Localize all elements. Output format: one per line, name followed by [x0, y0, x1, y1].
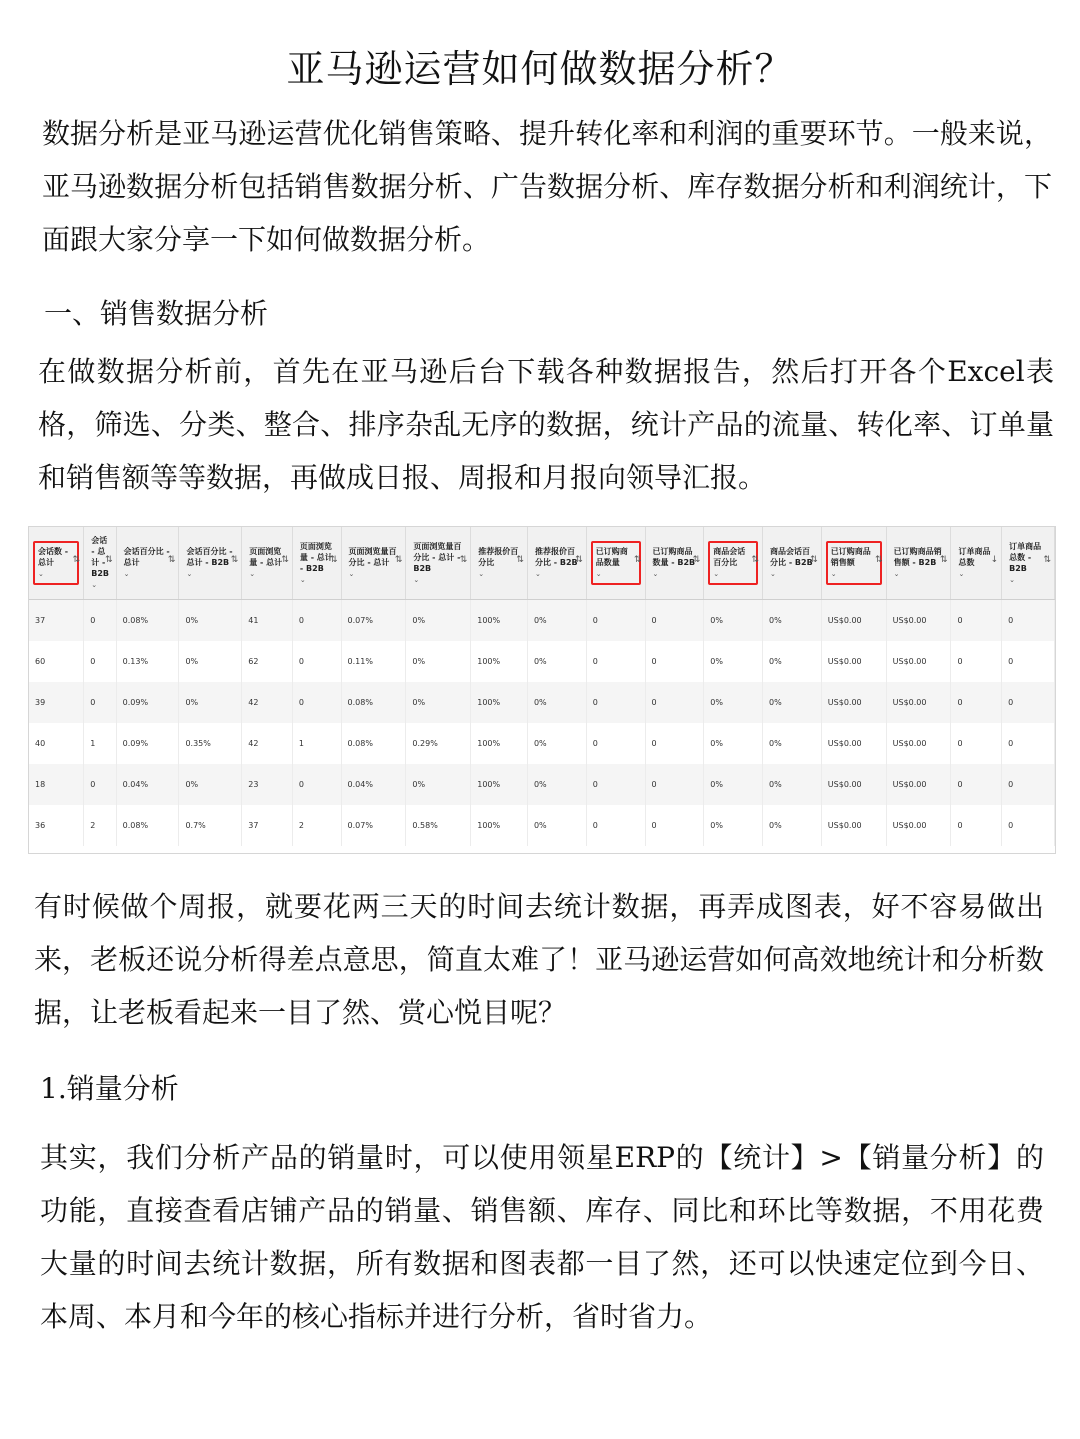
chevron-down-icon[interactable]: ⌄	[652, 570, 659, 578]
sort-icon[interactable]: ⇅	[1043, 555, 1051, 565]
column-header[interactable]	[179, 527, 242, 600]
table-cell: 40	[29, 723, 84, 764]
table-cell: US$0.00	[821, 764, 886, 805]
table-cell: 42	[242, 682, 293, 723]
table-cell: 1	[292, 723, 341, 764]
chevron-down-icon[interactable]: ⌄	[299, 575, 306, 584]
table-row	[29, 641, 1055, 682]
column-header[interactable]	[292, 527, 341, 600]
header-text: 已订购商品数量	[595, 547, 628, 567]
table-cell: 0%	[763, 723, 822, 764]
table-cell: 0%	[704, 641, 763, 682]
table-cell: 0	[586, 600, 645, 642]
header-text: 已订购商品销售额	[830, 547, 871, 567]
sort-icon[interactable]: ⇅	[875, 555, 883, 565]
table-cell: 0.08%	[116, 600, 179, 642]
table-cell: US$0.00	[821, 723, 886, 764]
column-header[interactable]	[341, 527, 406, 600]
chevron-down-icon[interactable]: ⌄	[348, 570, 355, 578]
chevron-down-icon[interactable]: ⌄	[91, 581, 98, 589]
table-cell: 0%	[527, 805, 586, 846]
table-cell: US$0.00	[821, 600, 886, 642]
table-cell: 0	[1002, 641, 1055, 682]
header-label	[183, 543, 237, 583]
data-table	[29, 527, 1055, 846]
table-cell: 0	[951, 682, 1002, 723]
table-cell: 0.11%	[341, 641, 406, 682]
table-cell: 2	[292, 805, 341, 846]
header-text: 订单商品总数 - B2B	[1009, 541, 1042, 573]
table-cell: 60	[29, 641, 84, 682]
table-cell: 0.09%	[116, 682, 179, 723]
header-label	[891, 543, 947, 583]
table-cell: 100%	[471, 764, 528, 805]
column-header[interactable]	[821, 527, 886, 600]
table-cell: 0.29%	[406, 723, 471, 764]
table-cell: 0	[645, 600, 704, 642]
table-cell: 0%	[704, 682, 763, 723]
table-cell: 0	[1002, 600, 1055, 642]
table-cell: 0%	[704, 600, 763, 642]
table-cell: 0%	[406, 641, 471, 682]
table-cell: 0%	[763, 600, 822, 642]
table-cell: 18	[29, 764, 84, 805]
column-header[interactable]	[1002, 527, 1055, 600]
table-cell: 100%	[471, 723, 528, 764]
table-cell: 0%	[406, 600, 471, 642]
column-header[interactable]	[406, 527, 471, 600]
table-cell: 0.07%	[341, 805, 406, 846]
sales-paragraph: 在做数据分析前，首先在亚马逊后台下载各种数据报告，然后打开各个Excel表格，筛选、分类、整合、排序杂乱无序的数据，统计产品的流量、转化率、订单量和销售额等等数据，再做成日报、周报和月报向领导汇报。	[38, 355, 1054, 494]
table-cell: US$0.00	[886, 682, 951, 723]
table-cell: 0%	[406, 764, 471, 805]
header-label	[346, 543, 402, 583]
table-cell: 0	[951, 600, 1002, 642]
table-cell: 0	[586, 805, 645, 846]
table-cell: 41	[242, 600, 293, 642]
table-cell: 0	[645, 764, 704, 805]
table-cell: US$0.00	[821, 682, 886, 723]
section-heading-sales: 一、销售数据分析	[44, 297, 269, 330]
chevron-down-icon[interactable]: ⌄	[534, 570, 541, 578]
chevron-down-icon[interactable]: ⌄	[123, 570, 130, 578]
table-cell: 100%	[471, 805, 528, 846]
table-cell: 0	[586, 723, 645, 764]
table-cell: 0.09%	[116, 723, 179, 764]
chevron-down-icon[interactable]: ⌄	[830, 570, 837, 578]
table-cell: 0	[951, 764, 1002, 805]
column-header[interactable]	[645, 527, 704, 600]
table-header-row	[29, 527, 1055, 600]
table-cell: 0%	[704, 723, 763, 764]
header-text: 页面浏览量百分比 - 总计 - B2B	[413, 541, 462, 573]
table-cell: US$0.00	[886, 723, 951, 764]
table-cell: 0	[292, 682, 341, 723]
header-text: 会话数 - 总计	[38, 547, 69, 567]
table-cell: 0	[84, 600, 116, 642]
table-cell: 37	[29, 600, 84, 642]
header-text: 页面浏览量 - 总计 - B2B	[299, 541, 333, 573]
table-cell: 2	[84, 805, 116, 846]
table-row	[29, 723, 1055, 764]
section-heading-volume: 1.销量分析	[40, 1072, 179, 1105]
table-cell: 0.08%	[116, 805, 179, 846]
header-text: 会话 - 总计 - B2B	[91, 536, 109, 578]
table-cell: 0	[645, 641, 704, 682]
table-cell: 0%	[527, 682, 586, 723]
table-cell: 23	[242, 764, 293, 805]
table-cell: 0	[645, 682, 704, 723]
chevron-down-icon[interactable]: ⌄	[770, 570, 776, 578]
table-cell: US$0.00	[821, 805, 886, 846]
sort-icon[interactable]: ⇅	[167, 555, 176, 565]
table-cell: 0%	[179, 764, 242, 805]
chevron-down-icon[interactable]: ⌄	[186, 570, 193, 578]
table-cell: 0	[84, 764, 116, 805]
sort-icon[interactable]: ⇅	[810, 555, 818, 565]
column-header[interactable]	[886, 527, 951, 600]
table-cell: 0	[586, 682, 645, 723]
table-row	[29, 682, 1055, 723]
sort-icon[interactable]: ⇅	[230, 555, 239, 565]
column-header[interactable]	[586, 527, 645, 600]
table-cell: 0	[951, 805, 1002, 846]
header-label	[121, 543, 175, 583]
chevron-down-icon[interactable]: ⌄	[413, 575, 420, 584]
header-label	[410, 538, 466, 589]
column-header[interactable]	[242, 527, 293, 600]
header-text: 页面浏览量百分比 - 总计	[348, 547, 397, 567]
sort-icon[interactable]: ⇅	[281, 555, 289, 565]
table-cell: 0%	[704, 805, 763, 846]
table-cell: 0.04%	[341, 764, 406, 805]
table-cell: US$0.00	[886, 805, 951, 846]
header-text: 会话百分比 - 总计	[123, 547, 170, 567]
column-header[interactable]	[527, 527, 586, 600]
header-text: 订单商品总数	[958, 547, 991, 567]
sort-icon[interactable]: ↓	[990, 555, 999, 565]
table-cell: 0	[1002, 805, 1055, 846]
weekly-report-paragraph: 有时候做个周报，就要花两三天的时间去统计数据，再弄成图表，好不容易做出来，老板还说分析得差点意思，简直太难了！亚马逊运营如何高效地统计和分析数据，让老板看起来一目了然、赏心悦目呢？	[34, 890, 1044, 1029]
chevron-down-icon[interactable]: ⌄	[958, 570, 965, 578]
table-cell: 0%	[179, 600, 242, 642]
table-cell: 100%	[471, 600, 528, 642]
column-header[interactable]	[29, 527, 84, 600]
header-text: 商品会话百分比 - B2B	[770, 547, 813, 567]
table-cell: 1	[84, 723, 116, 764]
sort-icon[interactable]: ⇅	[633, 555, 642, 565]
table-cell: 36	[29, 805, 84, 846]
header-text: 商品会话百分比	[713, 547, 746, 567]
table-cell: 0	[84, 641, 116, 682]
table-cell: 0%	[763, 764, 822, 805]
table-cell: 0%	[527, 764, 586, 805]
table-row	[29, 600, 1055, 642]
column-header[interactable]	[704, 527, 763, 600]
header-text: 已订购商品销售额 - B2B	[893, 547, 942, 567]
sort-icon[interactable]: ⇅	[394, 555, 403, 565]
table-cell: 0%	[763, 805, 822, 846]
table-cell: 0.08%	[341, 682, 406, 723]
chevron-down-icon[interactable]: ⌄	[478, 570, 485, 578]
header-text: 推荐报价百分比 - B2B	[534, 547, 578, 567]
table-cell: 0	[292, 600, 341, 642]
sort-icon[interactable]: ⇅	[459, 555, 468, 565]
sort-icon[interactable]: ⇅	[105, 555, 113, 565]
chevron-down-icon[interactable]: ⌄	[1009, 575, 1016, 584]
table-row	[29, 805, 1055, 846]
table-cell: 0	[645, 805, 704, 846]
article-title: 亚马逊运营如何做数据分析？	[286, 47, 794, 91]
table-cell: 0.07%	[341, 600, 406, 642]
table-cell: 0	[1002, 682, 1055, 723]
table-cell: 0.13%	[116, 641, 179, 682]
table-cell: 0	[1002, 764, 1055, 805]
chevron-down-icon[interactable]: ⌄	[249, 570, 256, 578]
table-cell: 0	[586, 641, 645, 682]
column-header[interactable]	[763, 527, 822, 600]
table-cell: US$0.00	[886, 641, 951, 682]
sort-icon[interactable]: ⇅	[939, 555, 948, 565]
table-cell: 0	[951, 641, 1002, 682]
table-cell: 39	[29, 682, 84, 723]
column-header[interactable]	[471, 527, 528, 600]
sort-icon[interactable]: ⇅	[72, 555, 81, 565]
table-cell: 0.35%	[179, 723, 242, 764]
sort-icon[interactable]: ⇅	[692, 555, 701, 565]
column-header[interactable]	[116, 527, 179, 600]
highlighted-header-label	[826, 541, 882, 585]
chevron-down-icon[interactable]: ⌄	[713, 570, 720, 578]
intro-paragraph: 数据分析是亚马逊运营优化销售策略、提升转化率和利润的重要环节。一般来说，亚马逊数据分析包括销售数据分析、广告数据分析、库存数据分析和利润统计，下面跟大家分享一下如何做数据分析。	[42, 117, 1052, 256]
table-cell: 0.08%	[341, 723, 406, 764]
table-body	[29, 600, 1055, 847]
header-text: 会话百分比 - 总计 - B2B	[186, 547, 233, 567]
chevron-down-icon[interactable]: ⌄	[893, 570, 900, 578]
table-cell: 0	[586, 764, 645, 805]
table-cell: 0%	[179, 682, 242, 723]
chevron-down-icon[interactable]: ⌄	[38, 570, 44, 578]
sort-icon[interactable]: ⇅	[516, 555, 524, 565]
table-cell: 0.7%	[179, 805, 242, 846]
table-row	[29, 764, 1055, 805]
table-cell: 0%	[527, 641, 586, 682]
table-cell: 100%	[471, 682, 528, 723]
business-report-table	[28, 526, 1056, 854]
header-text: 推荐报价百分比	[478, 547, 519, 567]
table-cell: 62	[242, 641, 293, 682]
table-cell: 0	[951, 723, 1002, 764]
table-cell: 0%	[763, 641, 822, 682]
table-cell: US$0.00	[886, 600, 951, 642]
header-text: 页面浏览量 - 总计	[249, 547, 283, 567]
header-text: 已订购商品数量 - B2B	[652, 547, 696, 567]
table-cell: 0%	[527, 600, 586, 642]
table-cell: 0	[645, 723, 704, 764]
table-cell: 0%	[527, 723, 586, 764]
table-cell: 0	[84, 682, 116, 723]
table-cell: 37	[242, 805, 293, 846]
chevron-down-icon[interactable]: ⌄	[595, 570, 602, 578]
table-cell: 0	[292, 641, 341, 682]
column-header[interactable]	[84, 527, 116, 600]
table-cell: US$0.00	[886, 764, 951, 805]
table-cell: 42	[242, 723, 293, 764]
volume-paragraph: 其实，我们分析产品的销量时，可以使用领星ERP的【统计】>【销量分析】的功能，直接查看店铺产品的销量、销售额、库存、同比和环比等数据，不用花费大量的时间去统计数据，所有数据和图表都一目了然，还可以快速定位到今日、本周、本月和今年的核心指标并进行分析，省时省力。	[40, 1141, 1044, 1333]
table-cell: 0%	[179, 641, 242, 682]
sort-icon[interactable]: ⇅	[575, 555, 583, 565]
sort-icon[interactable]: ⇅	[751, 555, 760, 565]
table-cell: 0%	[406, 682, 471, 723]
table-cell: 0	[292, 764, 341, 805]
table-cell: US$0.00	[821, 641, 886, 682]
table-cell: 0	[1002, 723, 1055, 764]
sort-icon[interactable]: ⇅	[330, 555, 338, 565]
column-header[interactable]	[951, 527, 1002, 600]
table-cell: 0%	[763, 682, 822, 723]
table-cell: 0.04%	[116, 764, 179, 805]
table-cell: 0%	[704, 764, 763, 805]
table-cell: 100%	[471, 641, 528, 682]
table-cell: 0.58%	[406, 805, 471, 846]
